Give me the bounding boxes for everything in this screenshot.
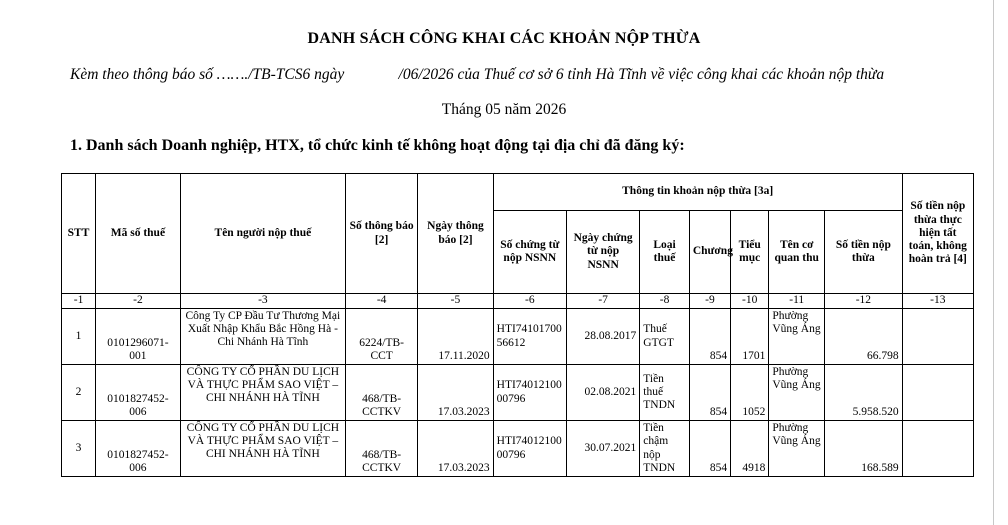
cell-loai-thue: Tiền thuế TNDN [640,365,690,421]
header-ngay-thong-bao: Ngày thông báo [2] [418,174,493,294]
column-number: -5 [418,294,493,309]
column-number: -7 [566,294,639,309]
cell-so-thong-bao: 6224/TB-CCT [345,309,417,365]
cell-stt: 2 [62,365,96,421]
cell-ten-nguoi-nop: CÔNG TY CỔ PHẦN DU LỊCH VÀ THỰC PHẨM SAO VIỆT – CHI NHÁNH HÀ TĨNH [180,365,345,421]
table-row [62,365,974,421]
header-so-tien-nop-thua: Số tiền nộp thừa [825,211,903,294]
column-number: -3 [180,294,345,309]
page-edge-divider [993,0,994,525]
cell-chuong: 854 [689,309,730,365]
cell-chuong: 854 [689,365,730,421]
header-row-top [62,174,974,211]
header-ma-so-thue: Mã số thuế [96,174,181,294]
cell-ten-nguoi-nop: CÔNG TY CỔ PHẦN DU LỊCH VÀ THỰC PHẨM SAO VIỆT – CHI NHÁNH HÀ TĨNH [180,421,345,477]
cell-so-tien: 5.958.520 [825,365,903,421]
header-ngay-chung-tu: Ngày chứng từ nộp NSNN [566,211,639,294]
cell-ngay-chung-tu: 30.07.2021 [566,421,639,477]
cell-ngay-chung-tu: 02.08.2021 [566,365,639,421]
column-number: -9 [689,294,730,309]
refund-table [61,173,974,477]
cell-so-chung-tu: HTI7401210000796 [493,421,566,477]
header-tieu-muc: Tiểu mục [731,211,769,294]
cell-so-tien-tat-toan [902,421,973,477]
cell-stt: 3 [62,421,96,477]
column-number: -6 [493,294,566,309]
cell-stt: 1 [62,309,96,365]
column-number: -2 [96,294,181,309]
column-number: -11 [769,294,825,309]
cell-chuong: 854 [689,421,730,477]
header-chuong: Chương [689,211,730,294]
cell-loai-thue: Thuế GTGT [640,309,690,365]
cell-tieu-muc: 4918 [731,421,769,477]
cell-so-thong-bao: 468/TB-CCTKV [345,421,417,477]
header-co-quan-thu: Tên cơ quan thu [769,211,825,294]
document-title: DANH SÁCH CÔNG KHAI CÁC KHOẢN NỘP THỪA [307,30,701,47]
cell-so-tien-tat-toan [902,309,973,365]
header-loai-thue: Loại thuế [640,211,690,294]
column-number: -12 [825,294,903,309]
header-so-tien-tat-toan: Số tiền nộp thừa thực hiện tất toán, không hoàn trả [4] [902,174,973,294]
cell-loai-thue: Tiền chậm nộp TNDN [640,421,690,477]
table-row [62,309,974,365]
cell-so-tien: 168.589 [825,421,903,477]
header-so-chung-tu: Số chứng từ nộp NSNN [493,211,566,294]
column-number: -13 [902,294,973,309]
cell-ngay-thong-bao: 17.03.2023 [418,365,493,421]
header-so-thong-bao: Số thông báo [2] [345,174,417,294]
cell-ma-so-thue: 0101827452-006 [96,365,181,421]
cell-so-chung-tu: HTI7410170056612 [493,309,566,365]
cell-ngay-thong-bao: 17.11.2020 [418,309,493,365]
cell-so-thong-bao: 468/TB-CCTKV [345,365,417,421]
cell-so-chung-tu: HTI7401210000796 [493,365,566,421]
column-number: -8 [640,294,690,309]
cell-tieu-muc: 1701 [731,309,769,365]
month-label: Tháng 05 năm 2026 [441,101,567,118]
cell-ngay-thong-bao: 17.03.2023 [418,421,493,477]
section-heading: 1. Danh sách Doanh nghiệp, HTX, tổ chức kinh tế không hoạt động tại địa chỉ đã đăng ký: [70,137,685,154]
cell-ten-nguoi-nop: Công Ty CP Đầu Tư Thương Mại Xuất Nhập Khẩu Bắc Hồng Hà - Chi Nhánh Hà Tĩnh [180,309,345,365]
column-number: -1 [62,294,96,309]
cell-ngay-chung-tu: 28.08.2017 [566,309,639,365]
cell-co-quan-thu: Phường Vũng Áng [769,309,825,365]
cell-so-tien-tat-toan [902,365,973,421]
cell-so-tien: 66.798 [825,309,903,365]
cell-co-quan-thu: Phường Vũng Áng [769,421,825,477]
document-subtitle: Kèm theo thông báo số ……./TB-TCS6 ngày /06/2026 của Thuế cơ sở 6 tỉnh Hà Tĩnh về việc công khai các khoản nộp thừa [70,66,885,83]
column-number: -4 [345,294,417,309]
header-stt: STT [62,174,96,294]
cell-ma-so-thue: 0101827452-006 [96,421,181,477]
cell-co-quan-thu: Phường Vũng Áng [769,365,825,421]
table-row [62,421,974,477]
column-number: -10 [731,294,769,309]
cell-tieu-muc: 1052 [731,365,769,421]
header-ten-nguoi-nop: Tên người nộp thuế [180,174,345,294]
header-group-thong-tin: Thông tin khoản nộp thừa [3a] [493,174,902,211]
cell-ma-so-thue: 0101296071-001 [96,309,181,365]
column-number-row [62,294,974,309]
